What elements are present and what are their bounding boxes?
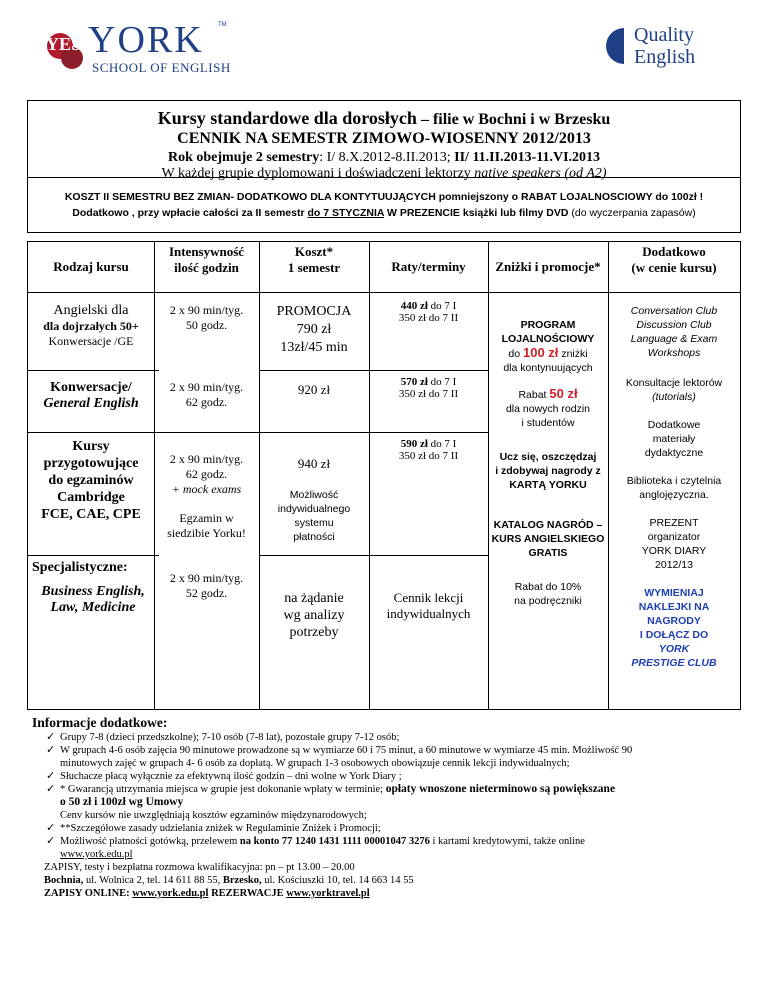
list-item: ✓ * Gwarancją utrzymania miejsca w grupie jest dokonanie wpłaty w terminie; opłaty wnoszone nieterminowo są powiększane o 50 zł i 100zł wg Umowy [46, 783, 616, 808]
yorktravel-link[interactable]: www.yorktravel.pl [286, 888, 370, 899]
list-item: ✓ W grupach 4-6 osób zajęcia 90 minutowe prowadzone są w wymiarze 60 i 75 minut, a 60 minutowe w wymiarze 45 min. Możliwość 90 minutowych zajęć w grupach 4- 6 osób za dopłatą. W grupach 1-3 osobowych obowiązuje cennik lekcji indywidualnych; [46, 744, 633, 769]
qe-line1: Quality [634, 24, 694, 46]
york-logo [42, 20, 272, 80]
row4-cost: na żądanie wg analizy potrzeby [283, 591, 345, 640]
page-title: Kursy standardowe dla dorosłych – filie w Bochni i w Brzesku [157, 108, 611, 128]
enrollment-hours: ZAPISY, testy i bezpłatna rozmowa kwalifikacyjna: pn – pt 13.00 – 20.00 [44, 862, 355, 873]
row1-installments: 440 zł do 7 I 350 zł do 7 II [398, 300, 459, 324]
checkmark-icon: ✓ [46, 744, 56, 756]
online-enrollment: ZAPISY ONLINE: www.york.edu.pl REZERWACJE www.yorktravel.pl [44, 888, 370, 899]
row3-cost: 940 zł Możliwość indywidualnego systemu płatności [277, 456, 351, 543]
header-installments: Raty/terminy [391, 259, 466, 274]
row1-course: Angielski dla dla dojrzałych 50+ Konwersacje /GE [43, 303, 139, 348]
header-intensity: Intensywność ilość godzin [168, 244, 245, 275]
row3-hours: 2 x 90 min/tyg. 62 godz. + mock exams Egzamin w siedzibie Yorku! [167, 452, 246, 540]
checkmark-icon: ✓ [46, 835, 56, 847]
row4-hours: 2 x 90 min/tyg. 52 godz. [169, 571, 244, 600]
qe-line2: English [634, 46, 696, 68]
page-subtitle: CENNIK NA SEMESTR ZIMOWO-WIOSENNY 2012/2013 [177, 130, 591, 147]
york-tm: TM [218, 22, 227, 28]
row4-course: Specjalistyczne: Business English, Law, Medicine [32, 560, 145, 615]
notice-line2: Dodatkowo , przy wpłacie całości za II semestr do 7 STYCZNIA W PREZENCIE książki lub filmy DVD (do wyczerpania zapasów) [72, 207, 696, 219]
row1-cost: PROMOCJA 790 zł 13zł/45 min [276, 304, 352, 355]
teachers-note: W każdej grupie dyplomowani i doświadczeni lektorzy native speakers (od A2) [161, 166, 607, 181]
list-item: ✓ **Szczegółowe zasady udzielania zniżek w Regulaminie Zniżek i Promocji; [46, 822, 381, 834]
info-title: Informacje dodatkowe: [32, 715, 168, 730]
row2-course: Konwersacje/ General English [43, 380, 139, 411]
header-cost: Koszt* 1 semestr [287, 244, 341, 275]
promos-column: PROGRAM LOJALNOŚCIOWY do 100 zł zniżki dla kontynuujących Rabat 50 zł dla nowych rodzin i studentów Ucz się, oszczędzaj i zdobywaj nagrody z KARTĄ YORKU KATALOG NAGRÓD – KURS ANGIELSKIEGO GRATIS Rabat do 10% na podręczniki [491, 319, 605, 607]
checkmark-icon: ✓ [46, 731, 56, 743]
header-course-type: Rodzaj kursu [53, 259, 129, 274]
york-wordmark: YORK [88, 19, 204, 61]
checkmark-icon: ✓ [46, 783, 56, 795]
notice-box [27, 177, 741, 233]
exam-costs-note: Cenv kursów nie uwzględniają kosztów egzaminów międzynarodowych; [60, 810, 367, 821]
price-table [27, 241, 741, 710]
checkmark-icon: ✓ [46, 822, 56, 834]
row3-course: Kursy przygotowujące do egzaminów Cambridge FCE, CAE, CPE [41, 439, 141, 522]
website-link[interactable]: www.york.edu.pl [60, 849, 133, 860]
branch-addresses: Bochnia, ul. Wolnica 2, tel. 14 611 88 55, Brzesko, ul. Kościuszki 10, tel. 14 663 14 55 [44, 875, 414, 886]
list-item: ✓ Możliwość płatności gotówką, przelewem na konto 77 1240 1431 1111 00001047 3276 i kartami kredytowymi, także online www.york.edu.pl [46, 835, 585, 860]
quality-english-logo [604, 24, 744, 70]
list-item: ✓ Grupy 7-8 (dzieci przedszkolne); 7-10 osób (7-8 lat), pozostałe grupy 7-12 osób; [46, 731, 400, 743]
row4-installments: Cennik lekcji indywidualnych [386, 590, 471, 621]
row1-hours: 2 x 90 min/tyg. 50 godz. [169, 303, 244, 332]
york-yes-text: YES [46, 34, 82, 54]
header-discounts: Zniżki i promocje* [495, 259, 601, 274]
row2-installments: 570 zł do 7 I 350 zł do 7 II [398, 376, 459, 400]
header-extras: Dodatkowo (w cenie kursu) [631, 244, 717, 275]
header-box [27, 100, 741, 181]
semester-dates: Rok obejmuje 2 semestry: I/ 8.X.2012-8.II.2013; II/ 11.II.2013-11.VI.2013 [167, 150, 601, 165]
checkmark-icon: ✓ [46, 770, 56, 782]
row2-hours: 2 x 90 min/tyg. 62 godz. [169, 380, 244, 409]
row2-cost: 920 zł [297, 382, 331, 397]
list-item: ✓ Słuchacze płacą wyłącznie za efektywną ilość godzin – dni wolne w York Diary ; [46, 770, 402, 782]
york-link[interactable]: www.york.edu.pl [132, 888, 209, 899]
row3-installments: 590 zł do 7 I 350 zł do 7 II [398, 438, 459, 462]
extras-column: Conversation Club Discussion Club Language & Exam Workshops Konsultacje lektorów (tutorials) Dodatkowe materiały dydaktyczne Biblioteka i czytelnia anglojęzyczna. PREZENT organizator YORK DIARY 2012/13 WYMIENIAJ NAKLEJKI NA NAGRODY I DOŁĄCZ DO YORK PRESTIGE CLUB [625, 305, 723, 669]
notice-line1: KOSZT II SEMESTRU BEZ ZMIAN- DODATKOWO DLA KONTYTUUJĄCYCH pomniejszony o RABAT LOJALNOSCIOWY do 100zł ! [64, 191, 704, 203]
additional-info [32, 716, 736, 900]
york-school-text: SCHOOL OF ENGLISH [92, 60, 231, 75]
